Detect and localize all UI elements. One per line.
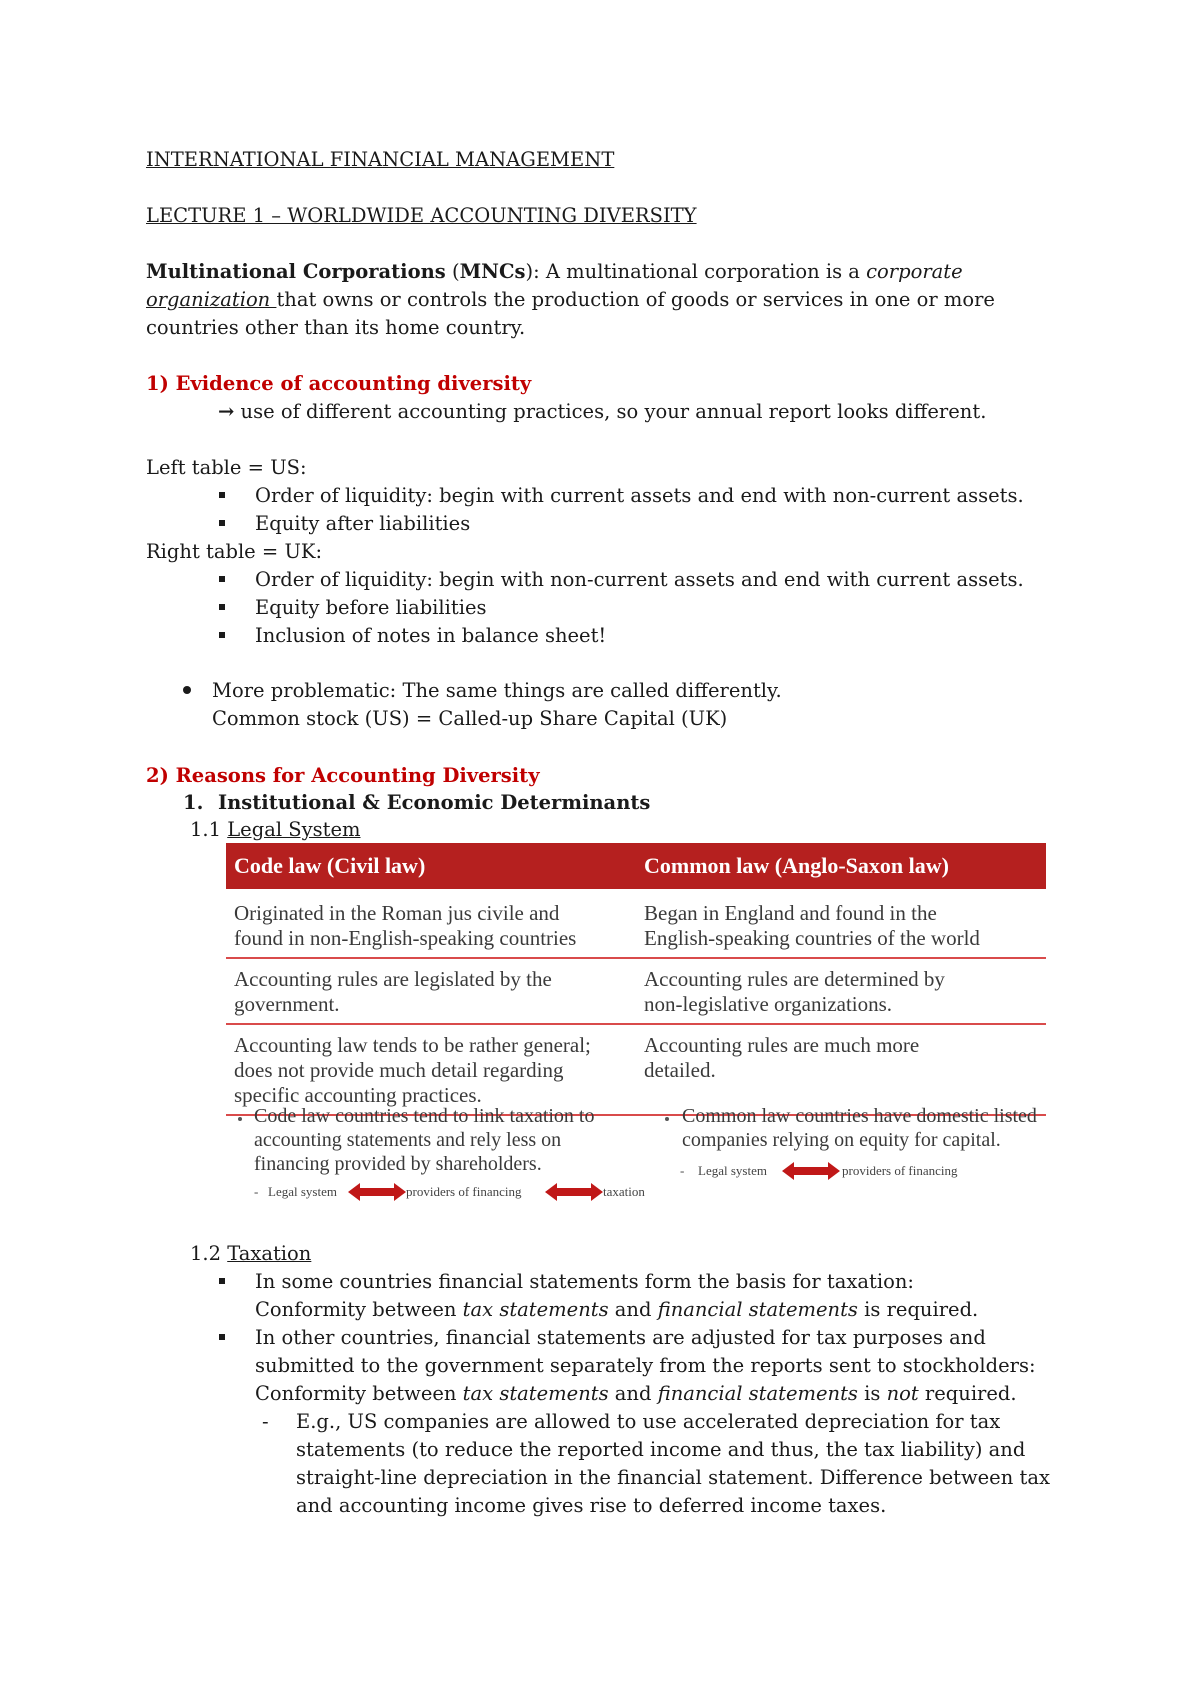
bullet-icon [219,632,225,638]
flow-right-legal: Legal system [698,1163,767,1178]
section1-arrow-line: → use of different accounting practices, so your annual report looks different. [218,400,987,423]
table-cell: Originated in the Roman jus civile and found in non-English-speaking countries [234,901,577,950]
institutional-heading: Institutional & Economic Determinants [218,791,651,814]
right-item-1: Order of liquidity: begin with non-current assets and end with current assets. [255,568,1024,591]
taxation-bullet1-line2: Conformity between tax statements and financial statements is required. [255,1298,979,1321]
flow-dash: - [680,1163,685,1178]
bullet-icon [219,1334,225,1340]
right-item-3: Inclusion of notes in balance sheet! [255,624,607,647]
bullet-icon [219,604,225,610]
document-title: INTERNATIONAL FINANCIAL MANAGEMENT [146,148,615,171]
example-line1: E.g., US companies are allowed to use accelerated depreciation for tax [296,1410,1001,1433]
table-row [226,959,1046,1025]
subheading-number: 1. [183,791,204,814]
table-header [226,843,1046,889]
mnc-definition-line3: countries other than its home country. [146,316,526,339]
right-arrow-icon: → [218,400,235,423]
example-line4: and accounting income gives rise to deferred income taxes. [296,1494,887,1517]
flow-left-providers: providers of financing [406,1184,522,1199]
taxation-bullet2-line2: submitted to the government separately from the reports sent to stockholders: [255,1354,1036,1377]
bullet-icon [219,1278,225,1284]
common-law-note: Common law countries have domestic listed companies relying on equity for capital. [682,1105,1037,1151]
left-item-1: Order of liquidity: begin with current assets and end with non-current assets. [255,484,1024,507]
taxation-heading: 1.2 Taxation [190,1242,312,1265]
section2-heading: 2) Reasons for Accounting Diversity [146,764,540,787]
legal-system-heading: 1.1 Legal System [190,818,361,841]
mnc-abbr: MNCs [459,260,526,283]
table-row [226,1025,1046,1116]
code-law-note: Code law countries tend to link taxation to accounting statements and rely less on financing provided by shareholders. [254,1105,595,1175]
double-arrow-icon [782,1161,840,1181]
example-line3: straight-line depreciation in the financial statement. Difference between tax [296,1466,1050,1489]
legal-system-table [226,843,1046,1116]
left-table-label: Left table = US: [146,456,307,479]
flow-dash: - [254,1184,259,1199]
section1-heading: 1) Evidence of accounting diversity [146,372,532,395]
left-item-2: Equity after liabilities [255,512,471,535]
mnc-definition-line2: organization that owns or controls the production of goods or services in one or more [146,288,995,311]
double-arrow-icon [545,1182,603,1202]
example-line2: statements (to reduce the reported income and thus, the tax liability) and [296,1438,1026,1461]
flow-left-legal: Legal system [268,1184,337,1199]
bullet-icon [183,686,191,694]
right-table-label: Right table = UK: [146,540,323,563]
table-row [226,889,1046,959]
table-cell: Accounting rules are legislated by the government. [234,967,552,1016]
taxation-bullet1-line1: In some countries financial statements form the basis for taxation: [255,1270,914,1293]
example-dash: - [262,1410,269,1433]
mnc-term: Multinational Corporations [146,260,446,283]
table-cell: Began in England and found in the English-speaking countries of the world [644,901,980,950]
bullet-icon [219,520,225,526]
bullet-icon [219,576,225,582]
table-cell: Accounting law tends to be rather general; does not provide much detail regarding specific accounting practices. [234,1033,591,1107]
bullet-icon [219,492,225,498]
problem-line1: More problematic: The same things are called differently. [212,679,782,702]
bullet-icon [238,1117,242,1121]
table-cell: Accounting rules are much more detailed. [644,1033,920,1082]
mnc-definition-line1: Multinational Corporations (MNCs): A multinational corporation is a corporate [146,260,963,283]
flow-left-taxation: taxation [603,1184,645,1199]
table-cell: Accounting rules are determined by non-legislative organizations. [644,967,945,1016]
taxation-bullet2-line1: In other countries, financial statements are adjusted for tax purposes and [255,1326,986,1349]
header-code-law: Code law (Civil law) [234,853,426,878]
header-common-law: Common law (Anglo-Saxon law) [644,853,949,878]
flow-right-providers: providers of financing [842,1163,958,1178]
double-arrow-icon [348,1182,406,1202]
taxation-bullet2-line3: Conformity between tax statements and financial statements is not required. [255,1382,1017,1405]
problem-line2: Common stock (US) = Called-up Share Capital (UK) [212,707,728,730]
lecture-title: LECTURE 1 – WORLDWIDE ACCOUNTING DIVERSITY [146,204,697,227]
right-item-2: Equity before liabilities [255,596,487,619]
bullet-icon [665,1117,669,1121]
